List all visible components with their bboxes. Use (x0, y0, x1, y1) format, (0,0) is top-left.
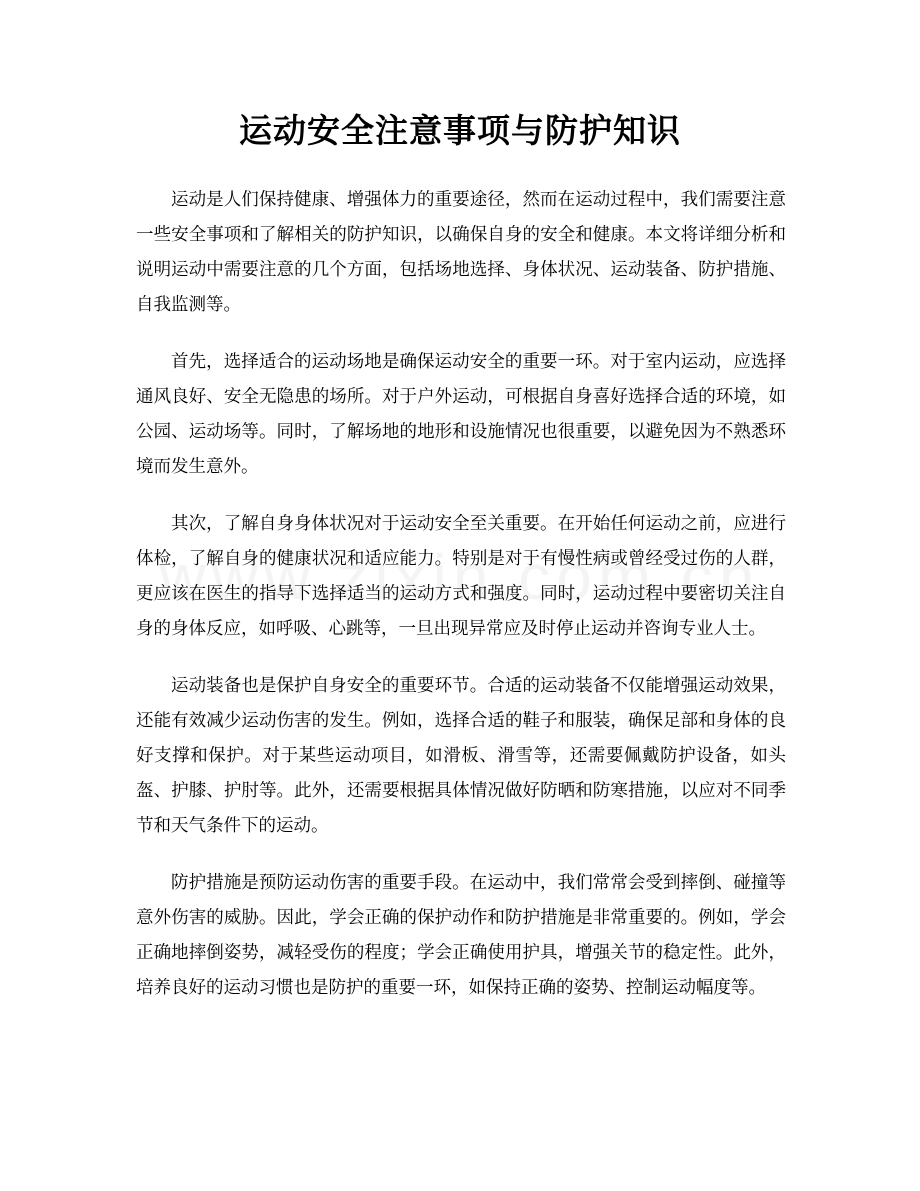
paragraph-health: 其次，了解自身身体状况对于运动安全至关重要。在开始任何运动之前，应进行体检，了解自身的健康状况和适应能力。特别是对于有慢性病或曾经受过伤的人群，更应该在医生的指导下选择适当的运动方式和强度。同时，运动过程中要密切关注自身的身体反应，如呼吸、心跳等，一旦出现异常应及时停止运动并咨询专业人士。 (136, 514, 786, 639)
paragraph-equipment: 运动装备也是保护自身安全的重要环节。合适的运动装备不仅能增强运动效果，还能有效减少运动伤害的发生。例如，选择合适的鞋子和服装，确保足部和身体的良好支撑和保护。对于某些运动项目，如滑板、滑雪等，还需要佩戴防护设备，如头盔、护膝、护肘等。此外，还需要根据具体情况做好防晒和防寒措施，以应对不同季节和天气条件下的运动。 (136, 676, 786, 836)
paragraph-venue: 首先，选择适合的运动场地是确保运动安全的重要一环。对于室内运动，应选择通风良好、安全无隐患的场所。对于户外运动，可根据自身喜好选择合适的环境，如公园、运动场等。同时，了解场地的地形和设施情况也很重要，以避免因为不熟悉环境而发生意外。 (136, 352, 786, 477)
document-body (136, 183, 786, 1028)
document-title: 运动安全注意事项与防护知识 (239, 111, 681, 150)
paragraph-intro: 运动是人们保持健康、增强体力的重要途径，然而在运动过程中，我们需要注意一些安全事项和了解相关的防护知识，以确保自身的安全和健康。本文将详细分析和说明运动中需要注意的几个方面，包括场地选择、身体状况、运动装备、防护措施、自我监测等。 (136, 190, 786, 315)
paragraph-protection: 防护措施是预防运动伤害的重要手段。在运动中，我们常常会受到摔倒、碰撞等意外伤害的威胁。因此，学会正确的保护动作和防护措施是非常重要的。例如，学会正确地摔倒姿势，减轻受伤的程度；学会正确使用护具，增强关节的稳定性。此外，培养良好的运动习惯也是防护的重要一环，如保持正确的姿势、控制运动幅度等。 (136, 873, 786, 998)
